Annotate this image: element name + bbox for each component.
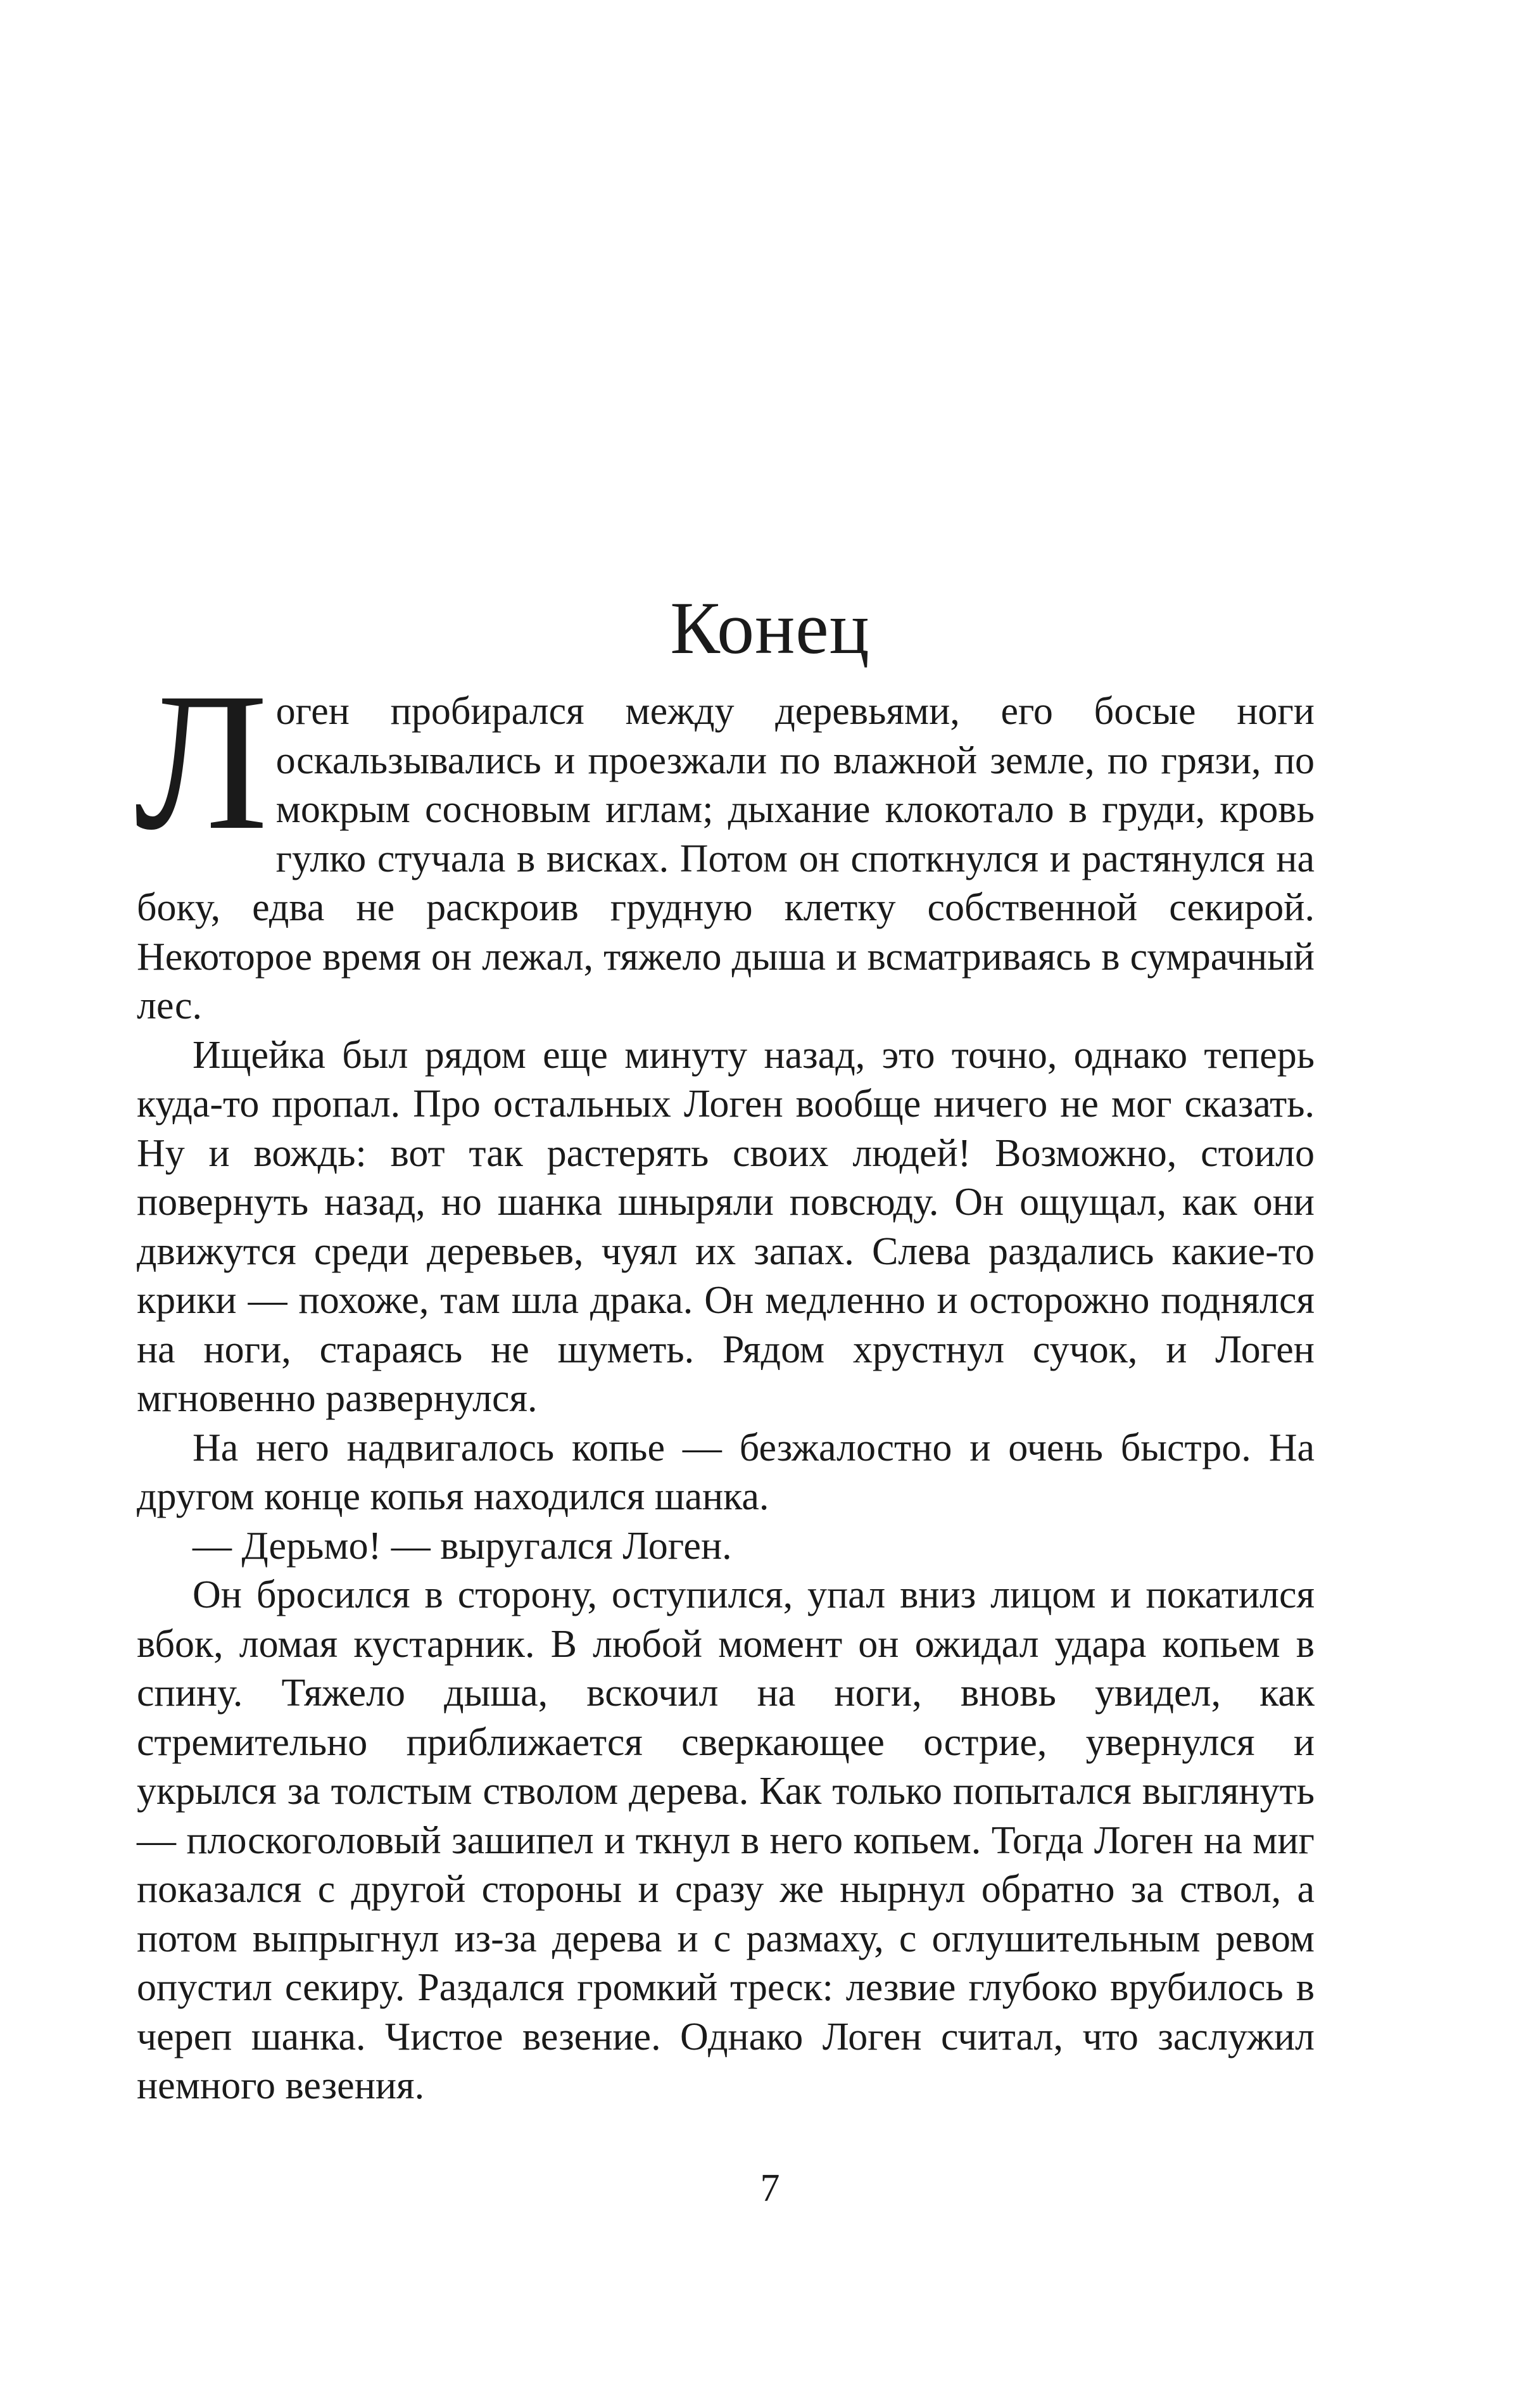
paragraph: Ищейка был рядом еще минуту назад, это точно, однако теперь куда-то пропал. Про остальных Логен вообще ничего не мог сказать. Ну и вождь: вот так растерять своих людей! Возможно, стоило повернуть назад, но шанка шныряли повсюду. Он ощущал, как они движутся среди деревьев, чуял их запах. Слева раздались какие-то крики — похоже, там шла драка. Он медленно и осторожно поднялся на ноги, стараясь не шуметь. Рядом хрустнул сучок, и Логен мгновенно развернулся. — [137, 1033, 1315, 1420]
paragraph: На него надвигалось копье — безжалостно и очень быстро. На другом конце копья находился шанка. — [137, 1426, 1315, 1518]
chapter-body — [134, 652, 1315, 2111]
paragraph-dialogue: — Дерьмо! — выругался Логен. — [192, 1524, 732, 1568]
paragraph-first — [134, 652, 1315, 1031]
page-number: 7 — [760, 2167, 780, 2210]
first-paragraph-text: оген пробирался между деревьями, его босые ноги оскальзывались и проезжали по влажной земле, по грязи, по мокрым сосновым иглам; дыхание клокотало в груди, кровь гулко стучала в висках. Потом он споткнулся и растянулся на боку, едва не раскроив грудную клетку собственной секирой. Некоторое время он лежал, тяжело дыша и всматриваясь в сумрачный лес. — [137, 690, 1315, 1027]
paragraph: Он бросился в сторону, оступился, упал вниз лицом и покатился вбок, ломая кустарник. В любой момент он ожидал удара копьем в спину. Тяжело дыша, вскочил на ноги, вновь увидел, как стремительно приближается сверкающее острие, увернулся и укрылся за толстым стволом дерева. Как только попытался выглянуть — плоскоголовый зашипел и ткнул в него копьем. Тогда Логен на миг показался с другой стороны и сразу же нырнул обратно за ствол, а потом выпрыгнул из-за дерева и с размаху, с оглушительным ревом опустил секиру. Раздался громкий треск: лезвие глубоко врубилось в череп шанка. Чистое везение. Однако Логен считал, что заслужил немного везения. — [137, 1573, 1315, 2107]
chapter-title: Конец — [670, 587, 870, 670]
drop-cap: Л — [134, 652, 268, 871]
